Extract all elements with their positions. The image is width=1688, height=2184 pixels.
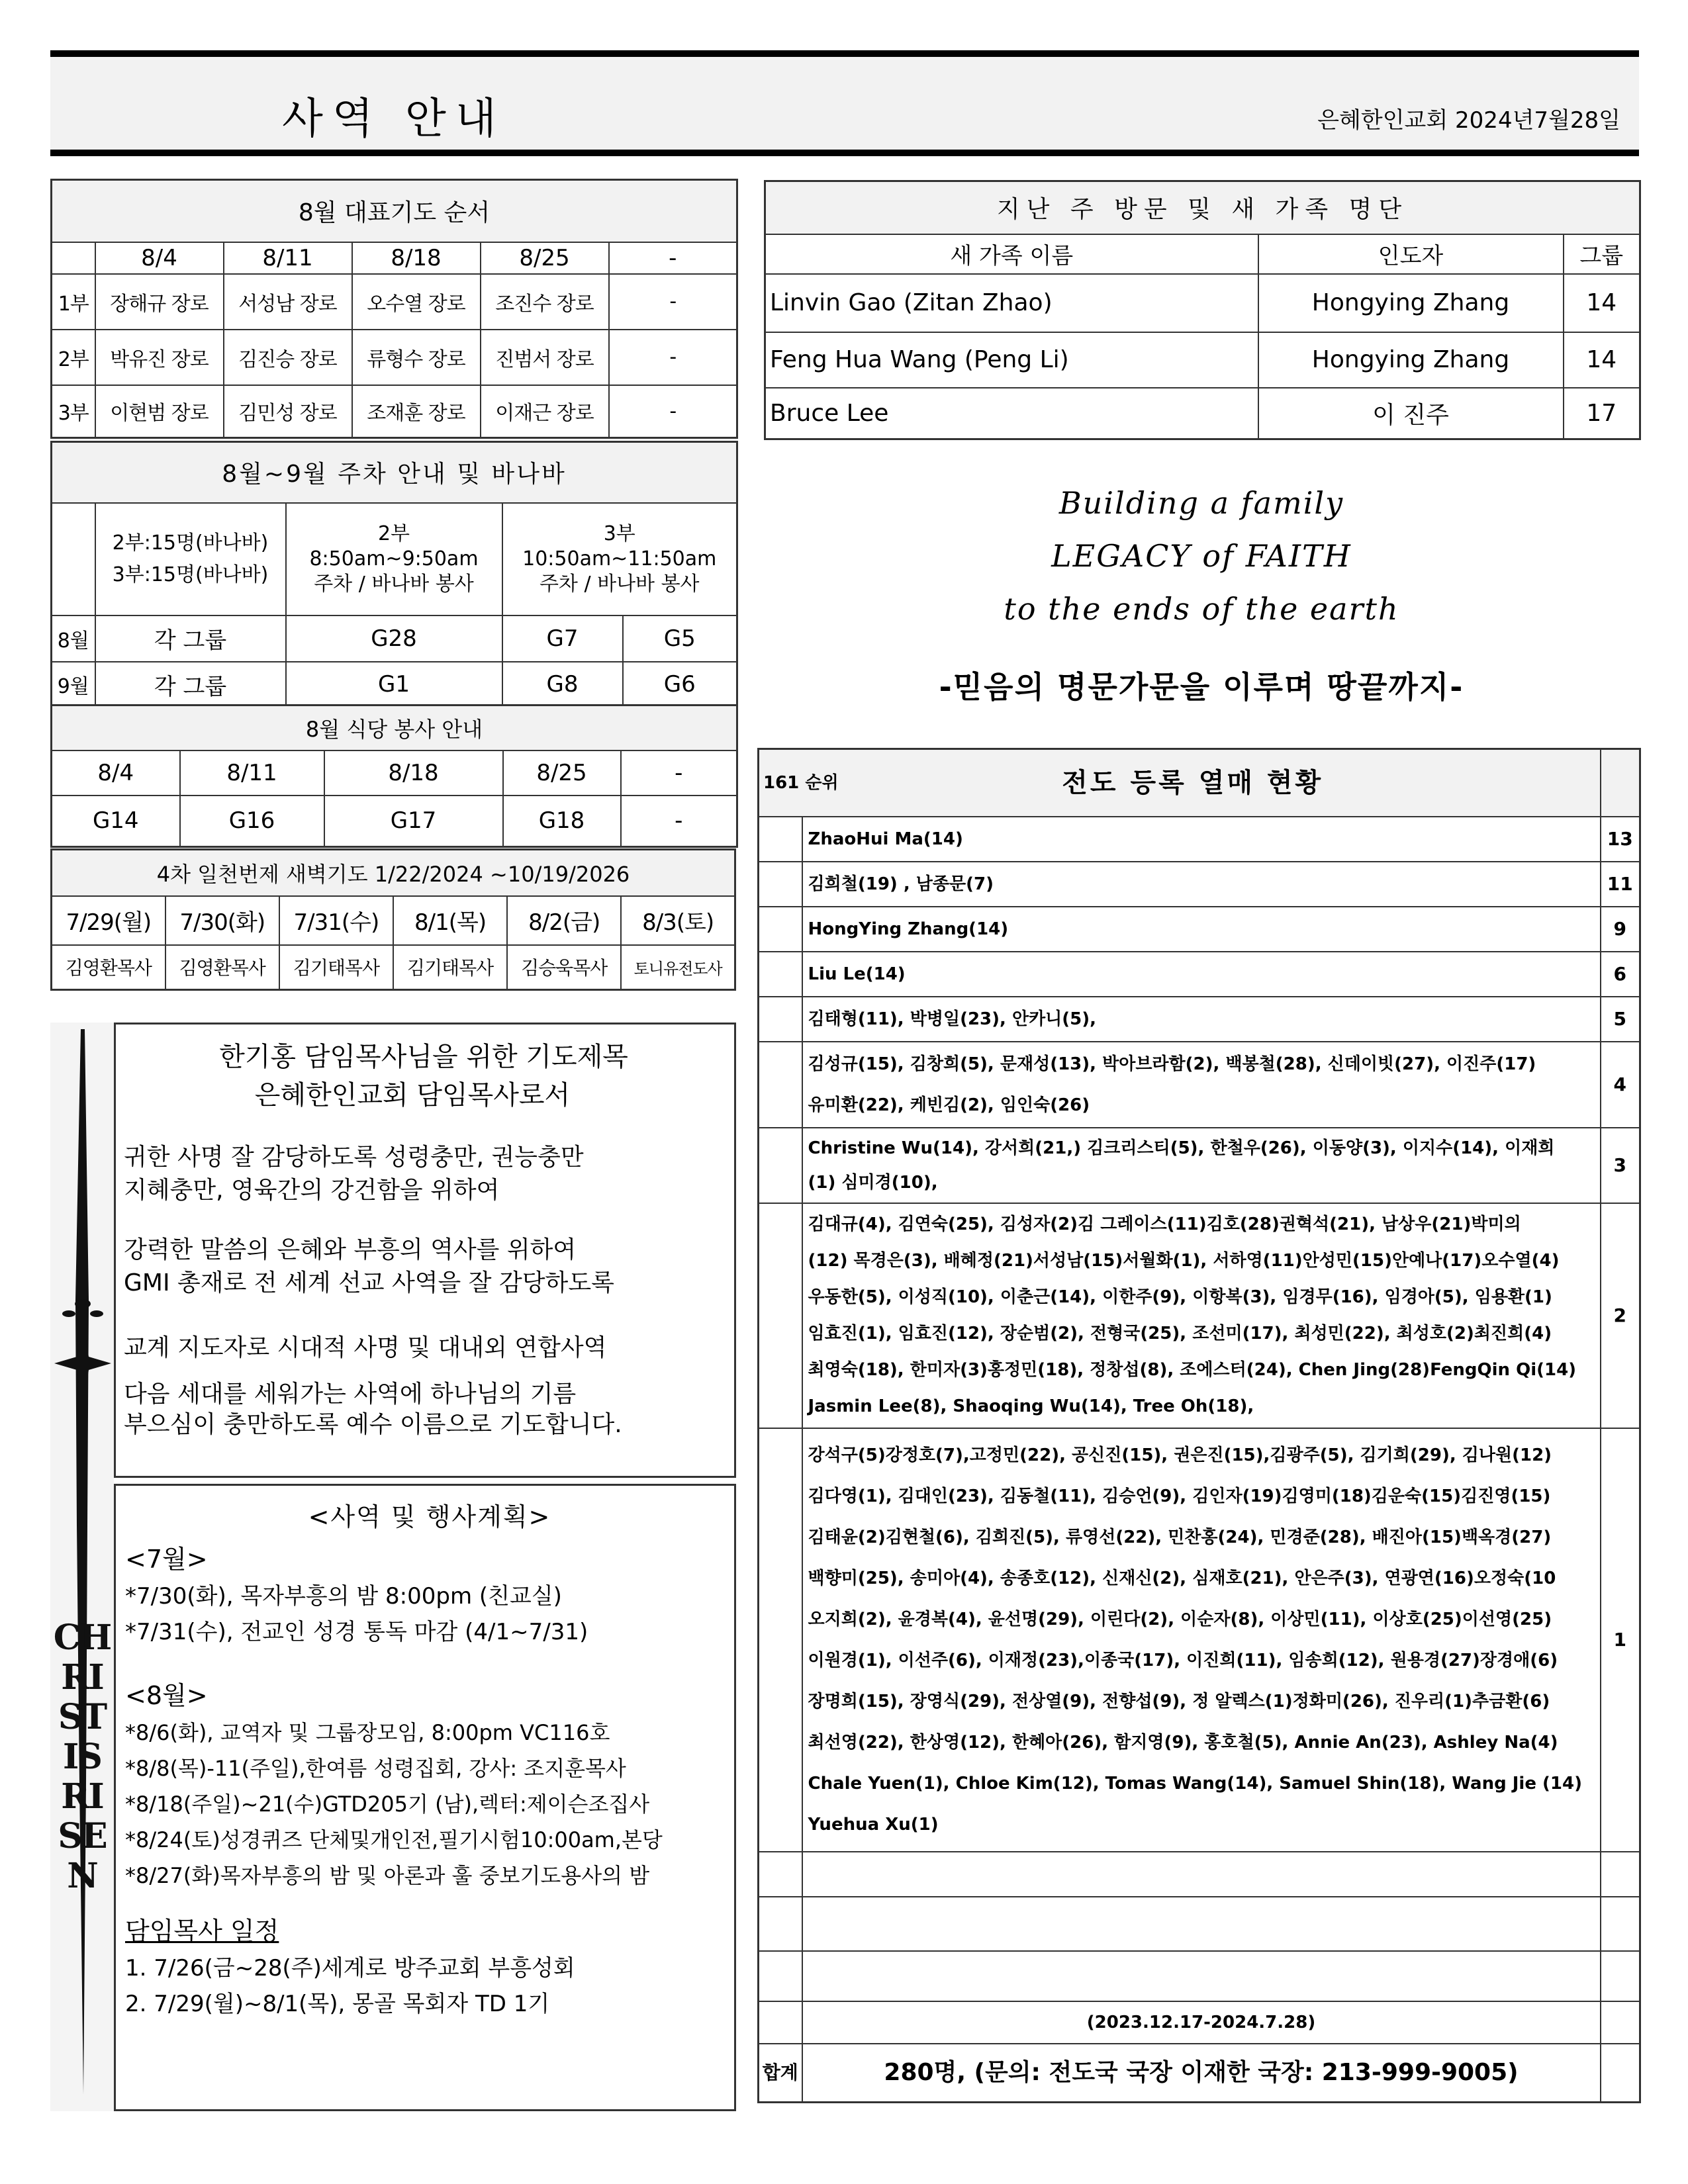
pastor-schedule-label: 담임목사 일정 [125, 1917, 279, 1946]
col-header: 인도자 [1258, 234, 1564, 274]
evangelism-title: 전도 등록 열매 현황 [1062, 768, 1324, 798]
dawn-prayer-day: 7/29(월) [52, 896, 165, 945]
prayer-order-title: 8월 대표기도 순서 [52, 180, 737, 242]
visitors-table [764, 180, 1639, 440]
legacy-line: to the ends of the earth [1004, 591, 1399, 627]
prayer-order-table [50, 179, 736, 439]
cafeteria-date: 8/11 [180, 751, 324, 796]
event-item: *8/18(주일)~21(수)GTD205기 (남),렉터:제이슨조집사 [125, 1792, 650, 1817]
page-title: 사역 안내 [282, 95, 506, 144]
parking-row: 8월 각 그룹 G28 G7 G5 [52, 615, 737, 662]
event-item: *7/31(수), 전교인 성경 통독 마감 (4/1~7/31) [125, 1619, 588, 1645]
fruit-count: 6 [1601, 952, 1640, 997]
cafeteria-date: 8/18 [324, 751, 503, 796]
cafeteria-group: G17 [324, 796, 503, 847]
events-box [114, 1484, 736, 2111]
visitor-row: Bruce Lee 이 진주 17 [765, 388, 1640, 439]
fruit-count: 9 [1601, 907, 1640, 952]
prayer-date: 8/18 [352, 242, 481, 274]
evangelism-total: 280명, (문의: 전도국 국장 이재한 국장: 213-999-9005) [802, 2044, 1601, 2102]
cafeteria-group: - [621, 796, 737, 847]
dawn-prayer-leader: 김영환목사 [165, 945, 279, 990]
event-item: *8/24(토)성경퀴즈 단체및개인전,필기시험10:00am,본당 [125, 1827, 663, 1852]
evangelism-table [757, 748, 1639, 2103]
cafeteria-group: G16 [180, 796, 324, 847]
fruit-count: 1 [1601, 1428, 1640, 1852]
cross-decoration [50, 1023, 114, 2111]
evangelism-period: (2023.12.17-2024.7.28) [802, 2001, 1601, 2044]
evangelism-row: ZhaoHui Ma(14) 13 [759, 817, 1640, 862]
evangelism-row: Liu Le(14) 6 [759, 952, 1640, 997]
evangelism-row: 강석구(5)강정호(7),고정민(22), 공신진(15), 권은진(15),김광주(5), 김기희(29), 김나원(12) 김다영(1), 김대인(23), 김동철(11), 김승언(9), 김인자(19)김영미(18)김운숙(15)김진영(15) 김태윤(2)김현철(6), 김희진(5), 류영선(22), 민찬홍(24), 민경준(28), 배진아(15)백옥경(27) 백향미(25), 송미아(4), 송종호(12), 신재신(2), 심재호(21), 안은주(3), 연광연(16)오정숙(10 오지희(2), 윤경복(4), 윤선명(29), 이린다(2), 이순자(8), 이상민(11), 이상호(25)이선영(25) 이원경(1), 이선주(6), 이재정(23),이종국(17), 이진희(11), 임송희(12), 원용경(27)장경애(6) 장명희(15), 장영식(29), 전상열(9), 전향섭(9), 정 알렉스(1)정화미(26), 진우리(1)추금환(6) 최선영(22), 한상영(12), 한혜아(26), 함지영(9), 홍호철(5), Annie An(23), Ashley Na(4) Chale Yuen(1), Chloe Kim(12), Tomas Wang(14), Samuel Shin(18), Wang Jie (14) Yuehua Xu(1) 1 [759, 1428, 1640, 1852]
events-title: <사역 및 행사계획> [308, 1502, 551, 1531]
event-item: *8/6(화), 교역자 및 그룹장모임, 8:00pm VC116호 [125, 1720, 610, 1745]
empty-row [759, 1852, 1640, 1897]
july-label: <7월> [125, 1545, 208, 1574]
dawn-prayer-leader: 김기태목사 [279, 945, 393, 990]
prayer-row: 3부 이현범 장로 김민성 장로 조재훈 장로 이재근 장로 - [52, 385, 737, 438]
prayer-date: 8/25 [481, 242, 609, 274]
dawn-prayer-leader: 토니유전도사 [621, 945, 735, 990]
church-date: 은혜한인교회 2024년7월28일 [1317, 107, 1620, 134]
dawn-prayer-day: 8/2(금) [507, 896, 621, 945]
col-header: 새 가족 이름 [765, 234, 1258, 274]
empty-row [759, 1951, 1640, 2001]
visitors-title: 지난 주 방문 및 새 가족 명단 [765, 181, 1640, 234]
fruit-count: 13 [1601, 817, 1640, 862]
parking-service-2: 2부 8:50am~9:50am 주차 / 바나바 봉사 [286, 503, 502, 615]
fruit-count: 5 [1601, 997, 1640, 1042]
page-header [50, 50, 1639, 156]
prayer-row: 2부 박유진 장로 김진승 장로 류형수 장로 진범서 장로 - [52, 330, 737, 385]
dawn-prayer-table [50, 848, 736, 991]
cafeteria-table [50, 704, 736, 848]
dawn-prayer-day: 7/30(화) [165, 896, 279, 945]
evangelism-row: 김희철(19) , 남종문(7) 11 [759, 862, 1640, 907]
evangelism-row: 김대규(4), 김연숙(25), 김성자(2)김 그레이스(11)김호(28)권혁석(21), 남상우(21)박미의 (12) 목경은(3), 배혜정(21)서성남(15)서월화(1), 서하영(11)안성민(15)안예나(17)오수열(4) 우동한(5), 이성직(10), 이춘근(14), 이한주(9), 이항복(3), 임경무(16), 임경아(5), 임용환(1) 임효진(1), 임효진(12), 장순범(2), 전형국(25), 조선미(17), 최성민(22), 최성호(2)최진희(4) 최영숙(18), 한미자(3)홍정민(18), 정창섭(8), 조에스터(24), Chen Jing(28)FengQin Qi(14) Jasmin Lee(8), Shaoqing Wu(14), Tree Oh(18), 2 [759, 1203, 1640, 1428]
dawn-prayer-title: 4차 일천번제 새벽기도 1/22/2024 ~10/19/2026 [52, 850, 735, 896]
fruit-count: 4 [1601, 1042, 1640, 1128]
prayer-row: 1부 장해규 장로 서성남 장로 오수열 장로 조진수 장로 - [52, 274, 737, 330]
cafeteria-date: - [621, 751, 737, 796]
event-item: *7/30(화), 목자부흥의 밤 8:00pm (친교실) [125, 1583, 562, 1610]
rank-label: 161 순위 [763, 773, 839, 793]
empty-row [759, 1897, 1640, 1951]
cafeteria-group: G18 [503, 796, 621, 847]
prayer-date: 8/4 [95, 242, 224, 274]
august-label: <8월> [125, 1681, 208, 1710]
dawn-prayer-day: 7/31(수) [279, 896, 393, 945]
dawn-prayer-leader: 김기태목사 [393, 945, 507, 990]
event-item: *8/27(화)목자부흥의 밤 및 아론과 훌 중보기도용사의 밤 [125, 1863, 650, 1888]
dawn-prayer-leader: 김승욱목사 [507, 945, 621, 990]
prayer-date: - [609, 242, 737, 274]
legacy-line: LEGACY of FAITH [1051, 538, 1352, 574]
parking-service-3: 3부 10:50am~11:50am 주차 / 바나바 봉사 [502, 503, 737, 615]
evangelism-row: Christine Wu(14), 강서희(21,) 김크리스티(5), 한철우(26), 이동양(3), 이지수(14), 이재희 (1) 심미경(10), 3 [759, 1128, 1640, 1203]
prayer-item: 귀한 사명 잘 감당하도록 성령충만, 권능충만 지혜충만, 영육간의 강건함을 위하여 [124, 1144, 584, 1204]
pastor-prayer-title: 한기홍 담임목사님을 위한 기도제목 [219, 1042, 628, 1072]
pastor-prayer-box [114, 1023, 736, 1478]
total-label: 합계 [759, 2044, 802, 2102]
pastor-schedule-item: 2. 7/29(월)~8/1(목), 몽골 목회자 TD 1기 [125, 1991, 550, 2017]
evangelism-row: 김성규(15), 김창희(5), 문재성(13), 박아브라함(2), 백봉철(28), 신데이빗(27), 이진주(17) 유미환(22), 케빈김(2), 임인숙(26) 4 [759, 1042, 1640, 1128]
fruit-count: 2 [1601, 1203, 1640, 1428]
cafeteria-group: G14 [52, 796, 180, 847]
motto: -믿음의 명문가문을 이루며 땅끝까지- [939, 669, 1464, 705]
cafeteria-date: 8/4 [52, 751, 180, 796]
evangelism-row: 김태형(11), 박병일(23), 안카니(5), 5 [759, 997, 1640, 1042]
col-header: 그룹 [1564, 234, 1640, 274]
pastor-prayer-subtitle: 은혜한인교회 담임목사로서 [254, 1080, 571, 1111]
fruit-count: 11 [1601, 862, 1640, 907]
event-item: *8/8(목)-11(주일),한여름 성령집회, 강사: 조지훈목사 [125, 1756, 626, 1781]
fruit-count: 3 [1601, 1128, 1640, 1203]
cross-text: CHRIST IS RISEN [53, 1617, 111, 1896]
parking-capacity: 2부:15명(바나바) 3부:15명(바나바) [95, 503, 286, 615]
evangelism-row: HongYing Zhang(14) 9 [759, 907, 1640, 952]
parking-title: 8월~9월 주차 안내 및 바나바 [52, 442, 737, 503]
dawn-prayer-leader: 김영환목사 [52, 945, 165, 990]
visitor-row: Feng Hua Wang (Peng Li) Hongying Zhang 14 [765, 332, 1640, 388]
prayer-item: 강력한 말씀의 은혜와 부흥의 역사를 위하여 GMI 총재로 전 세계 선교 사역을 잘 감당하도록 [124, 1236, 614, 1297]
prayer-item: 교계 지도자로 시대적 사명 및 대내외 연합사역 [124, 1334, 607, 1361]
prayer-date: 8/11 [224, 242, 352, 274]
visitor-row: Linvin Gao (Zitan Zhao) Hongying Zhang 14 [765, 274, 1640, 332]
cross-icon [50, 1023, 114, 2111]
parking-row: 9월 각 그룹 G1 G8 G6 [52, 662, 737, 708]
prayer-item: 다음 세대를 세워가는 사역에 하나님의 기름 부으심이 충만하도록 예수 이름으로 기도합니다. [124, 1381, 622, 1438]
cafeteria-date: 8/25 [503, 751, 621, 796]
cafeteria-title: 8월 식당 봉사 안내 [52, 705, 737, 751]
legacy-line: Building a family [1058, 485, 1344, 521]
pastor-schedule-item: 1. 7/26(금~28(주)세계로 방주교회 부흥성회 [125, 1955, 575, 1981]
parking-table [50, 441, 736, 709]
dawn-prayer-day: 8/1(목) [393, 896, 507, 945]
dawn-prayer-day: 8/3(토) [621, 896, 735, 945]
legacy-block [764, 477, 1639, 707]
